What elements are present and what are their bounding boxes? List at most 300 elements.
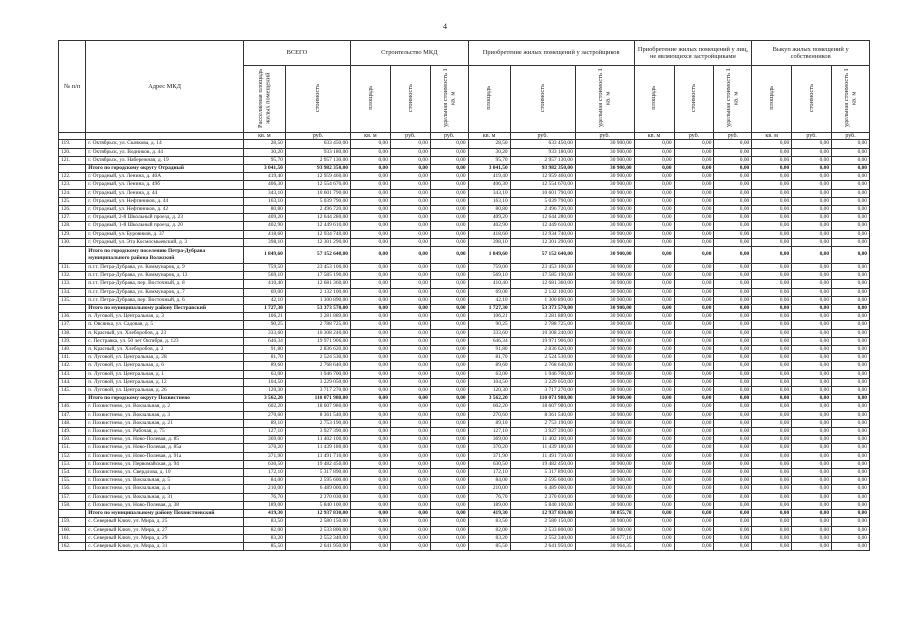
value-cell: 2 524 530,00 xyxy=(285,354,350,362)
value-cell: 53 373 570,00 xyxy=(510,305,575,313)
value-cell: 0,00 xyxy=(430,419,468,427)
value-cell: 410,40 xyxy=(243,280,285,288)
value-cell: 0,00 xyxy=(634,173,674,181)
value-cell: 0,00 xyxy=(430,148,468,156)
unit-cell: кв. м xyxy=(243,133,285,140)
value-cell: 0,00 xyxy=(430,452,468,460)
value-cell: 83,50 xyxy=(468,518,510,526)
header-group-buyout: Выкуп жилых помещений у собственников xyxy=(752,41,870,66)
value-cell: 0,00 xyxy=(832,477,870,485)
table-row xyxy=(59,403,870,411)
value-cell: 3 927 390,00 xyxy=(510,428,575,436)
value-cell: 85,50 xyxy=(243,542,285,550)
value-cell: 419,40 xyxy=(243,173,285,181)
value-cell: 0,00 xyxy=(674,485,714,493)
address-cell: г. Отрадный, 2-й Школьный проезд, д. 23 xyxy=(86,214,244,222)
value-cell: 0,00 xyxy=(430,518,468,526)
value-cell: 0,00 xyxy=(714,395,752,403)
value-cell: 402,90 xyxy=(243,222,285,230)
value-cell: 0,00 xyxy=(714,460,752,468)
value-cell: 0,00 xyxy=(832,173,870,181)
unit-cell: руб. xyxy=(832,133,870,140)
value-cell: 95,70 xyxy=(243,156,285,164)
address-cell: г. Похвистнево, ул. Вокзальная, д. 21 xyxy=(86,419,244,427)
value-cell: 0,00 xyxy=(634,477,674,485)
value-cell: 0,00 xyxy=(792,230,832,238)
value-cell: 163,10 xyxy=(468,197,510,205)
value-cell: 2 957 130,00 xyxy=(285,156,350,164)
value-cell: 30 900,00 xyxy=(575,230,634,238)
value-cell: 0,00 xyxy=(430,354,468,362)
value-cell: 106,21 xyxy=(468,313,510,321)
value-cell: 0,00 xyxy=(752,444,792,452)
table-row xyxy=(59,452,870,460)
address-cell: п.г.т. Петра-Дубрава, ул. Коммунаров, д. 7 xyxy=(86,288,244,296)
value-cell: 0,00 xyxy=(752,370,792,378)
value-cell: 0,00 xyxy=(634,313,674,321)
value-cell: 0,00 xyxy=(832,493,870,501)
value-cell: 0,00 xyxy=(792,222,832,230)
table-row xyxy=(59,148,870,156)
table-row xyxy=(59,526,870,534)
value-cell: 0,00 xyxy=(390,444,430,452)
value-cell: 30 900,00 xyxy=(575,403,634,411)
value-cell: 0,00 xyxy=(390,296,430,304)
table-row xyxy=(59,542,870,550)
value-cell: 0,00 xyxy=(752,205,792,213)
value-cell: 23 453 100,00 xyxy=(285,264,350,272)
row-number: 141. xyxy=(59,354,86,362)
value-cell: 0,00 xyxy=(752,411,792,419)
value-cell: 933 180,00 xyxy=(285,148,350,156)
value-cell: 0,00 xyxy=(752,329,792,337)
value-cell: 0,00 xyxy=(714,214,752,222)
value-cell: 569,10 xyxy=(468,272,510,280)
row-number: 145. xyxy=(59,387,86,395)
value-cell: 104,50 xyxy=(243,378,285,386)
value-cell: 30 900,00 xyxy=(575,181,634,189)
value-cell: 0,00 xyxy=(752,452,792,460)
table-row xyxy=(59,518,870,526)
value-cell: 0,00 xyxy=(792,428,832,436)
value-cell: 0,00 xyxy=(390,173,430,181)
value-cell: 0,00 xyxy=(390,477,430,485)
value-cell: 0,00 xyxy=(674,148,714,156)
value-cell: 0,00 xyxy=(351,230,391,238)
value-cell: 0,00 xyxy=(430,526,468,534)
value-cell: 410,40 xyxy=(468,280,510,288)
value-cell: 0,00 xyxy=(390,288,430,296)
value-cell: 0,00 xyxy=(752,534,792,542)
value-cell: 5 317 890,00 xyxy=(285,469,350,477)
value-cell: 42,10 xyxy=(468,296,510,304)
address-cell: г. Октябрьск, ул. Скачкова, д. 14 xyxy=(86,140,244,148)
value-cell: 11 402 100,00 xyxy=(285,436,350,444)
value-cell: 0,00 xyxy=(832,419,870,427)
unit-cell: кв. м xyxy=(634,133,674,140)
address-cell: с. Северный Ключ, ул. Мира, д. 29 xyxy=(86,534,244,542)
value-cell: 84,00 xyxy=(243,477,285,485)
value-cell: 0,00 xyxy=(351,534,391,542)
value-cell: 30 855,78 xyxy=(575,510,634,518)
value-cell: 90,25 xyxy=(468,321,510,329)
table-total-row xyxy=(59,247,870,264)
value-cell: 0,00 xyxy=(634,518,674,526)
value-cell: 0,00 xyxy=(792,354,832,362)
value-cell: 0,00 xyxy=(351,370,391,378)
value-cell: 0,00 xyxy=(714,247,752,264)
value-cell: 0,00 xyxy=(430,164,468,172)
address-cell: п.г.т. Петра-Дубрава, ул. Коммунаров, д. 9 xyxy=(86,264,244,272)
value-cell: 0,00 xyxy=(752,378,792,386)
value-cell: 30 900,00 xyxy=(575,197,634,205)
value-cell: 0,00 xyxy=(752,387,792,395)
value-cell: 0,00 xyxy=(634,148,674,156)
value-cell: 0,00 xyxy=(792,329,832,337)
value-cell: 0,00 xyxy=(714,526,752,534)
value-cell: 0,00 xyxy=(752,419,792,427)
value-cell: 0,00 xyxy=(832,321,870,329)
value-cell: 0,00 xyxy=(390,197,430,205)
value-cell: 0,00 xyxy=(634,510,674,518)
value-cell: 0,00 xyxy=(351,411,391,419)
value-cell: 0,00 xyxy=(634,156,674,164)
value-cell: 91,80 xyxy=(468,346,510,354)
value-cell: 0,00 xyxy=(832,197,870,205)
value-cell: 2 788 725,00 xyxy=(285,321,350,329)
value-cell: 30 900,00 xyxy=(575,526,634,534)
value-cell: 30 900,00 xyxy=(575,395,634,403)
address-cell: г. Похвистнево, ул. Первомайская, д. 94 xyxy=(86,460,244,468)
table-row xyxy=(59,436,870,444)
value-cell: 19 482 450,00 xyxy=(510,460,575,468)
value-cell: 0,00 xyxy=(390,362,430,370)
header-buyout-area: площадь xyxy=(752,66,792,133)
address-cell: г. Похвистнево, ул. Ново-Полевая, д. 38 xyxy=(86,501,244,509)
value-cell: 0,00 xyxy=(390,428,430,436)
row-number: 123. xyxy=(59,181,86,189)
table-row xyxy=(59,264,870,272)
value-cell: 0,00 xyxy=(752,140,792,148)
value-cell: 0,00 xyxy=(351,247,391,264)
value-cell: 0,00 xyxy=(634,419,674,427)
value-cell: 333,60 xyxy=(468,329,510,337)
value-cell: 0,00 xyxy=(674,280,714,288)
value-cell: 1 946 700,00 xyxy=(510,370,575,378)
value-cell: 0,00 xyxy=(714,477,752,485)
value-cell: 0,00 xyxy=(752,296,792,304)
row-number xyxy=(59,395,86,403)
value-cell: 30 900,00 xyxy=(575,313,634,321)
header-developers-area: площадь xyxy=(468,66,510,133)
value-cell: 0,00 xyxy=(832,436,870,444)
value-cell: 0,00 xyxy=(714,205,752,213)
table-row xyxy=(59,411,870,419)
value-cell: 19 971 906,00 xyxy=(510,337,575,345)
value-cell: 10 308 240,00 xyxy=(285,329,350,337)
value-cell: 0,00 xyxy=(674,518,714,526)
value-cell: 82,00 xyxy=(468,526,510,534)
unit-cell: руб. xyxy=(575,133,634,140)
value-cell: 0,00 xyxy=(752,469,792,477)
value-cell: 0,00 xyxy=(351,272,391,280)
value-cell: 30 900,00 xyxy=(575,264,634,272)
value-cell: 1 849,60 xyxy=(468,247,510,264)
value-cell: 106,21 xyxy=(243,313,285,321)
value-cell: 57 152 640,00 xyxy=(510,247,575,264)
value-cell: 3 927 390,00 xyxy=(285,428,350,436)
value-cell: 0,00 xyxy=(832,238,870,246)
value-cell: 409,20 xyxy=(243,214,285,222)
value-cell: 0,00 xyxy=(634,354,674,362)
value-cell: 0,00 xyxy=(351,526,391,534)
value-cell: 0,00 xyxy=(430,362,468,370)
value-cell: 419,40 xyxy=(468,173,510,181)
value-cell: 0,00 xyxy=(714,469,752,477)
value-cell: 0,00 xyxy=(792,189,832,197)
value-cell: 2 641 950,00 xyxy=(285,542,350,550)
value-cell: 11 491 710,00 xyxy=(510,452,575,460)
value-cell: 30 900,00 xyxy=(575,501,634,509)
value-cell: 0,00 xyxy=(351,469,391,477)
value-cell: 0,00 xyxy=(792,214,832,222)
value-cell: 0,00 xyxy=(634,329,674,337)
address-cell: п.г.т. Петра-Дубрава, пер. Восточный, д. 6 xyxy=(86,296,244,304)
value-cell: 2 595 600,00 xyxy=(510,477,575,485)
value-cell: 89,10 xyxy=(468,419,510,427)
value-cell: 0,00 xyxy=(390,436,430,444)
value-cell: 30 900,00 xyxy=(575,428,634,436)
value-cell: 0,00 xyxy=(351,222,391,230)
address-cell: г. Отрадный, ул. Нефтяников, д. 44 xyxy=(86,197,244,205)
value-cell: 84,00 xyxy=(468,477,510,485)
row-number: 156. xyxy=(59,485,86,493)
value-cell: 0,00 xyxy=(714,280,752,288)
address-cell: п. Луговой, ул. Центральная, д. 1 xyxy=(86,370,244,378)
value-cell: 0,00 xyxy=(714,173,752,181)
value-cell: 0,00 xyxy=(714,148,752,156)
unit-cell: кв. м xyxy=(752,133,792,140)
value-cell: 163,10 xyxy=(243,197,285,205)
value-cell: 0,00 xyxy=(752,288,792,296)
value-cell: 0,00 xyxy=(674,362,714,370)
value-cell: 0,00 xyxy=(674,411,714,419)
value-cell: 2 533 800,00 xyxy=(285,526,350,534)
value-cell: 0,00 xyxy=(752,230,792,238)
value-cell: 30 900,00 xyxy=(575,222,634,230)
value-cell: 0,00 xyxy=(832,280,870,288)
value-cell: 0,00 xyxy=(351,329,391,337)
table-row xyxy=(59,321,870,329)
row-number: 131. xyxy=(59,264,86,272)
address-cell: г. Похвистнево, ул. Ново-Полевая, д. 91а xyxy=(86,452,244,460)
address-cell: п.г.т. Петра-Дубрава, ул. Коммунаров, д. 13 xyxy=(86,272,244,280)
value-cell: 63,00 xyxy=(468,370,510,378)
value-cell: 0,00 xyxy=(752,222,792,230)
row-number: 135. xyxy=(59,296,86,304)
value-cell: 0,00 xyxy=(714,485,752,493)
address-cell: с. Северный Ключ, ул. Мира, д. 25 xyxy=(86,518,244,526)
value-cell: 0,00 xyxy=(714,346,752,354)
value-cell: 0,00 xyxy=(351,485,391,493)
value-cell: 12 934 740,00 xyxy=(285,230,350,238)
value-cell: 30 900,00 xyxy=(575,436,634,444)
value-cell: 0,00 xyxy=(714,428,752,436)
value-cell: 30 900,00 xyxy=(575,321,634,329)
value-cell: 0,00 xyxy=(674,370,714,378)
row-number: 121. xyxy=(59,156,86,164)
value-cell: 0,00 xyxy=(351,542,391,550)
value-cell: 3 281 889,00 xyxy=(510,313,575,321)
value-cell: 120,30 xyxy=(243,387,285,395)
value-cell: 0,00 xyxy=(674,395,714,403)
value-cell: 0,00 xyxy=(792,264,832,272)
unit-cell: руб. xyxy=(714,133,752,140)
table-row xyxy=(59,362,870,370)
value-cell: 76,70 xyxy=(243,493,285,501)
value-cell: 0,00 xyxy=(430,387,468,395)
value-cell: 0,00 xyxy=(351,288,391,296)
value-cell: 0,00 xyxy=(390,313,430,321)
value-cell: 11 402 100,00 xyxy=(510,436,575,444)
value-cell: 0,00 xyxy=(351,189,391,197)
value-cell: 30 900,00 xyxy=(575,354,634,362)
value-cell: 0,00 xyxy=(674,205,714,213)
table-total-row xyxy=(59,510,870,518)
value-cell: 0,00 xyxy=(390,238,430,246)
value-cell: 83,20 xyxy=(468,534,510,542)
table-row xyxy=(59,189,870,197)
value-cell: 0,00 xyxy=(351,387,391,395)
value-cell: 3 041,50 xyxy=(468,164,510,172)
value-cell: 0,00 xyxy=(430,460,468,468)
table-row xyxy=(59,272,870,280)
value-cell: 93 982 350,00 xyxy=(510,164,575,172)
value-cell: 0,00 xyxy=(714,329,752,337)
value-cell: 2 580 150,00 xyxy=(510,518,575,526)
value-cell: 0,00 xyxy=(752,181,792,189)
value-cell: 270,60 xyxy=(243,411,285,419)
value-cell: 0,00 xyxy=(634,189,674,197)
value-cell: 0,00 xyxy=(430,214,468,222)
value-cell: 5 840 100,00 xyxy=(285,501,350,509)
value-cell: 0,00 xyxy=(792,501,832,509)
value-cell: 30 900,00 xyxy=(575,205,634,213)
total-label: Итого по городскому округу Отрадный xyxy=(86,164,244,172)
value-cell: 0,00 xyxy=(792,362,832,370)
value-cell: 0,00 xyxy=(634,444,674,452)
value-cell: 5 039 790,00 xyxy=(285,197,350,205)
value-cell: 0,00 xyxy=(430,346,468,354)
value-cell: 0,00 xyxy=(792,313,832,321)
value-cell: 0,00 xyxy=(351,510,391,518)
row-number: 160. xyxy=(59,526,86,534)
header-buyout-cost: стоимость xyxy=(792,66,832,133)
table-row xyxy=(59,222,870,230)
row-number: 154. xyxy=(59,469,86,477)
value-cell: 19 482 450,00 xyxy=(285,460,350,468)
table-row xyxy=(59,181,870,189)
value-cell: 0,00 xyxy=(674,436,714,444)
value-cell: 0,00 xyxy=(792,493,832,501)
value-cell: 0,00 xyxy=(634,337,674,345)
value-cell: 0,00 xyxy=(674,387,714,395)
value-cell: 0,00 xyxy=(832,518,870,526)
value-cell: 0,00 xyxy=(430,493,468,501)
value-cell: 0,00 xyxy=(752,321,792,329)
value-cell: 2 496 720,00 xyxy=(285,205,350,213)
value-cell: 0,00 xyxy=(792,510,832,518)
value-cell: 398,10 xyxy=(243,238,285,246)
table-row xyxy=(59,288,870,296)
row-number: 157. xyxy=(59,493,86,501)
value-cell: 0,00 xyxy=(714,222,752,230)
value-cell: 83,20 xyxy=(243,534,285,542)
table-row xyxy=(59,280,870,288)
value-cell: 30 900,00 xyxy=(575,238,634,246)
value-cell: 0,00 xyxy=(832,460,870,468)
value-cell: 30 900,00 xyxy=(575,189,634,197)
value-cell: 0,00 xyxy=(792,469,832,477)
header-buyout-unit-cost: удельная стоимость 1 кв. м xyxy=(832,66,870,133)
value-cell: 1 946 700,00 xyxy=(285,370,350,378)
header-total-cost: стоимость xyxy=(285,66,350,133)
value-cell: 0,00 xyxy=(351,436,391,444)
value-cell: 30 900,00 xyxy=(575,305,634,313)
value-cell: 2 496 720,00 xyxy=(510,205,575,213)
row-number xyxy=(59,510,86,518)
value-cell: 90,25 xyxy=(243,321,285,329)
value-cell: 0,00 xyxy=(351,305,391,313)
address-cell: г. Отрадный, ул. Нефтяников, д. 42 xyxy=(86,205,244,213)
value-cell: 0,00 xyxy=(634,387,674,395)
value-cell: 0,00 xyxy=(390,395,430,403)
value-cell: 0,00 xyxy=(351,395,391,403)
value-cell: 0,00 xyxy=(792,526,832,534)
value-cell: 30 900,00 xyxy=(575,411,634,419)
table-row xyxy=(59,444,870,452)
value-cell: 0,00 xyxy=(832,444,870,452)
value-cell: 3 562,20 xyxy=(468,395,510,403)
value-cell: 0,00 xyxy=(792,280,832,288)
value-cell: 0,00 xyxy=(390,337,430,345)
value-cell: 30 900,00 xyxy=(575,370,634,378)
value-cell: 0,00 xyxy=(430,510,468,518)
value-cell: 0,00 xyxy=(634,222,674,230)
value-cell: 30 900,00 xyxy=(575,173,634,181)
address-cell: п. Луговой, ул. Центральная, д. 3 xyxy=(86,313,244,321)
value-cell: 0,00 xyxy=(634,264,674,272)
value-cell: 0,00 xyxy=(714,197,752,205)
value-cell: 0,00 xyxy=(390,272,430,280)
table-header xyxy=(59,41,870,140)
header-construction-area: площадь xyxy=(351,66,391,133)
table-row xyxy=(59,230,870,238)
value-cell: 0,00 xyxy=(351,214,391,222)
value-cell: 333,60 xyxy=(243,329,285,337)
value-cell: 2 524 530,00 xyxy=(510,354,575,362)
address-cell: п. Луговой, ул. Центральная, д. 12 xyxy=(86,378,244,386)
value-cell: 0,00 xyxy=(832,214,870,222)
row-number xyxy=(59,247,86,264)
row-number: 120. xyxy=(59,148,86,156)
value-cell: 0,00 xyxy=(390,164,430,172)
value-cell: 2 533 800,00 xyxy=(510,526,575,534)
value-cell: 0,00 xyxy=(714,230,752,238)
header-num: № п/п xyxy=(59,41,86,133)
units-row xyxy=(59,133,870,140)
value-cell: 0,00 xyxy=(430,337,468,345)
